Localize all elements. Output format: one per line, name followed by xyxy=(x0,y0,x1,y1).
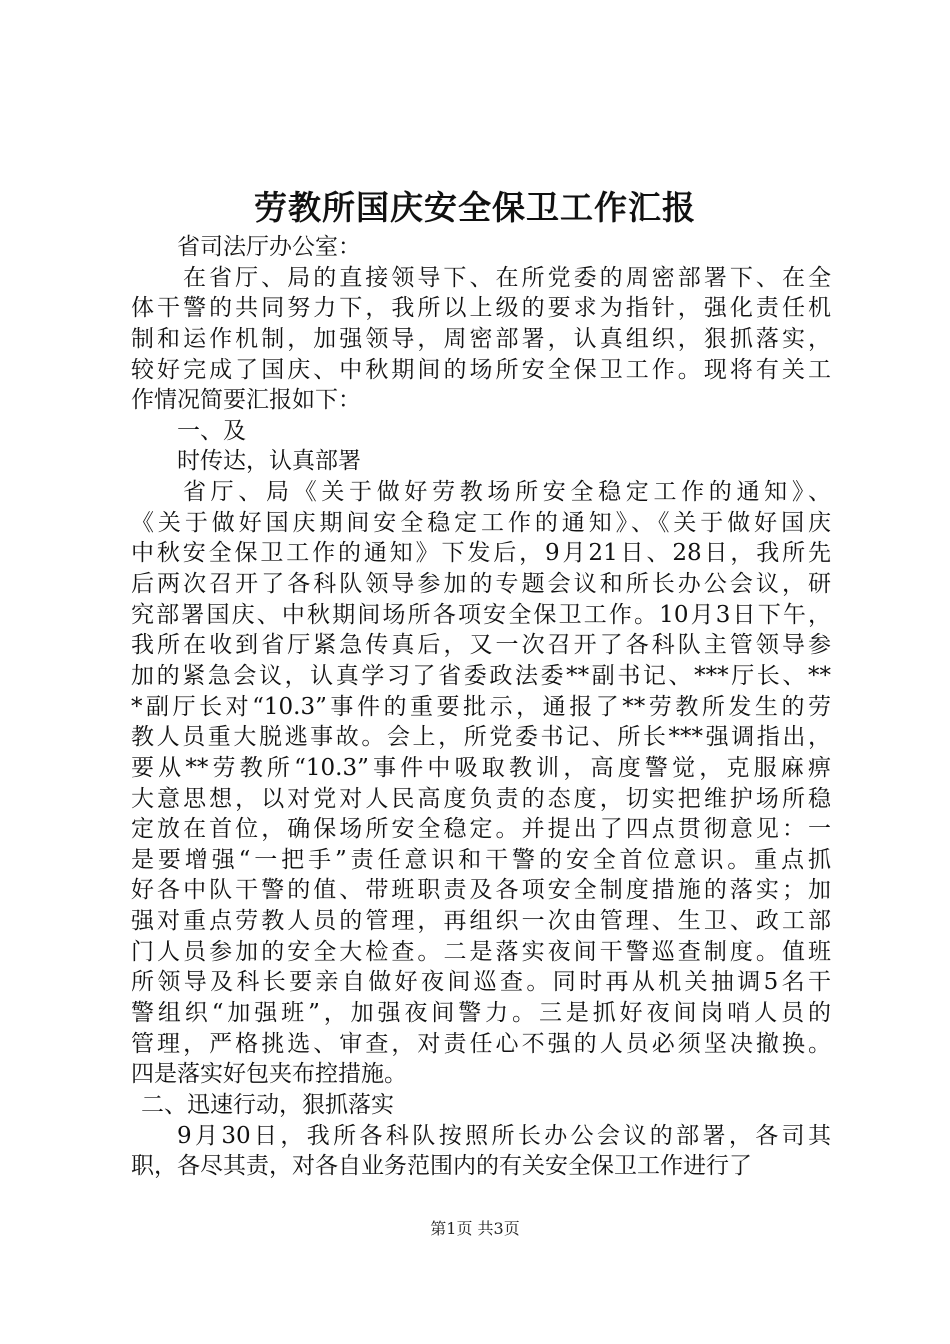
body-line: 警组织“加强班”，加强夜间警力。三是抓好夜间岗哨人员的 xyxy=(131,1000,831,1027)
body-line: 二、迅速行动，狠抓落实 xyxy=(141,1091,394,1118)
body-line: 强对重点劳教人员的管理，再组织一次由管理、生卫、政工部 xyxy=(131,908,831,935)
body-line: 职，各尽其责，对各自业务范围内的有关安全保卫工作进行了 xyxy=(131,1153,752,1180)
body-line: 所领导及科长要亲自做好夜间巡查。同时再从机关抽调5名干 xyxy=(131,969,831,996)
body-line: 究部署国庆、中秋期间场所各项安全保卫工作。10月3日下午， xyxy=(131,601,831,628)
body-line: 时传达，认真部署 xyxy=(177,448,361,475)
body-line: 定放在首位，确保场所安全稳定。并提出了四点贯彻意见：一 xyxy=(131,816,831,843)
body-line: 四是落实好包夹布控措施。 xyxy=(131,1061,407,1088)
body-line: 门人员参加的安全大检查。二是落实夜间干警巡查制度。值班 xyxy=(131,938,831,965)
document-body xyxy=(131,232,831,1182)
body-line: 要从**劳教所“10.3”事件中吸取教训，高度警觉，克服麻痹 xyxy=(131,754,831,781)
body-line: 较好完成了国庆、中秋期间的场所安全保卫工作。现将有关工 xyxy=(131,356,831,383)
body-line: 省司法厅办公室： xyxy=(177,234,361,260)
body-line: 《关于做好国庆期间安全稳定工作的通知》、《关于做好国庆 xyxy=(131,509,831,536)
body-line: 体干警的共同努力下，我所以上级的要求为指针，强化责任机 xyxy=(131,295,831,322)
body-line: 作情况简要汇报如下： xyxy=(131,387,361,414)
body-line: 省厅、局《关于做好劳教场所安全稳定工作的通知》、 xyxy=(183,479,831,506)
body-line: 加的紧急会议，认真学习了省委政法委**副书记、***厅长、** xyxy=(131,662,831,689)
page-footer: 第1页 共3页 xyxy=(430,1219,520,1238)
body-line: 中秋安全保卫工作的通知》下发后，9月21日、28日，我所先 xyxy=(131,540,831,567)
body-line: 教人员重大脱逃事故。会上，所党委书记、所长***强调指出， xyxy=(131,724,831,751)
body-line: 9月30日，我所各科队按照所长办公会议的部署，各司其 xyxy=(177,1122,831,1149)
body-line: 在省厅、局的直接领导下、在所党委的周密部署下、在全 xyxy=(183,264,831,291)
document-title: 劳教所国庆安全保卫工作汇报 xyxy=(254,188,696,227)
body-line: 管理，严格挑选、审查，对责任心不强的人员必须坚决撤换。 xyxy=(131,1030,831,1057)
body-line: 是要增强“一把手”责任意识和干警的安全首位意识。重点抓 xyxy=(131,846,831,873)
body-line: 后两次召开了各科队领导参加的专题会议和所长办公会议，研 xyxy=(131,571,831,598)
body-line: 一、及 xyxy=(177,417,246,444)
body-line: *副厅长对“10.3”事件的重要批示，通报了**劳教所发生的劳 xyxy=(131,693,831,720)
body-line: 好各中队干警的值、带班职责及各项安全制度措施的落实；加 xyxy=(131,877,831,904)
body-line: 大意思想，以对党对人民高度负责的态度，切实把维护场所稳 xyxy=(131,785,831,812)
body-line: 制和运作机制，加强领导，周密部署，认真组织，狠抓落实， xyxy=(131,325,831,352)
body-line: 我所在收到省厅紧急传真后，又一次召开了各科队主管领导参 xyxy=(131,632,831,659)
